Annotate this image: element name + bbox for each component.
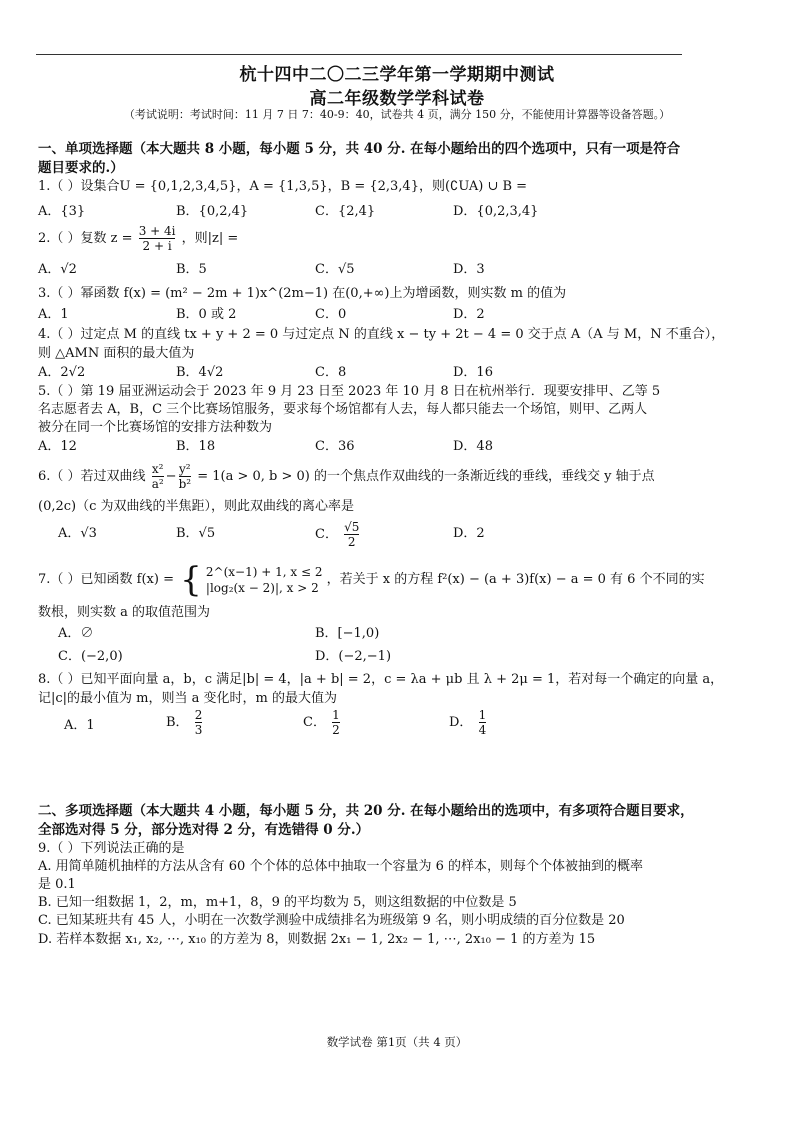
q6-stem: 6.（ ）若过双曲线 $\frac{\text{x²}}{\text{a²}}$ − $\frac{\text{y²}}{\text{b²}}$ = 1(a > 0, b > 0) 的一个焦点作双曲线的一条渐近线的垂线，垂线交 y 轴于点 [38, 462, 655, 491]
q6-frac-x [152, 462, 164, 491]
q8-option-b-frac [195, 708, 203, 737]
section2-heading: 二、多项选择题（本大题共 4 小题，每小题 5 分，共 20 分. 在每小题给出的选项中，有多项符合题目要求， [38, 803, 694, 819]
q7-stem-cont: 数根，则实数 a 的取值范围为 [38, 605, 211, 620]
q8-option-c-den: 2 [332, 723, 340, 737]
section2-heading-cont: 全部选对得 5 分，部分选对得 2 分，有选错得 0 分.） [38, 822, 370, 838]
q5-option-c: C．36 [315, 439, 355, 454]
q4-stem: 4.（ ）过定点 M 的直线 tx + y + 2 = 0 与过定点 N 的直线 x − ty + 2t − 4 = 0 交于点 A（A 与 M，N 不重合）， [38, 327, 725, 342]
q5-option-a: A．12 [38, 439, 77, 454]
q4-stem-cont: 则 △AMN 面积的最大值为 [38, 346, 195, 361]
q6-option-c-label: C． [315, 527, 338, 542]
section1-heading: 一、单项选择题（本大题共 8 小题，每小题 5 分，共 40 分. 在每小题给出的四个选项中，只有一项是符合 [38, 141, 681, 157]
q9-option-b: B. 已知一组数据 1，2，m，m+1，8，9 的平均数为 5，则这组数据的中位数是 5 [38, 895, 517, 910]
q8-stem: 8.（ ）已知平面向量 a，b，c 满足|b| = 4，|a + b| = 2，c = λa + μb 且 λ + 2μ = 1，若对每一个确定的向量 a， [38, 672, 724, 687]
q9-stem: 9.（ ）下列说法正确的是 [38, 841, 185, 856]
q6-frac-x-num: x² [151, 462, 164, 476]
q9-option-d: D. 若样本数据 x₁, x₂, ⋯, x₁₀ 的方差为 8，则数据 2x₁ − 1, 2x₂ − 1, ⋯, 2x₁₀ − 1 的方差为 15 [38, 932, 596, 947]
q2-tail: ，则|z| = [181, 231, 239, 246]
q7-lead: 7.（ ）已知函数 f(x) = [38, 572, 174, 587]
q7-case-1: 2^(x−1) + 1, x ≤ 2 [205, 564, 323, 579]
q5-option-d: D．48 [453, 439, 493, 454]
q8-option-b [166, 708, 204, 737]
q6-option-c-den: 2 [344, 534, 359, 549]
q2-option-d: D．3 [453, 262, 485, 277]
page-footer: 数学试卷 第1页（共 4 页） [326, 1035, 468, 1049]
q1-option-c: C．{2,4} [315, 204, 376, 219]
q3-option-b: B．0 或 2 [176, 307, 237, 322]
exam-title: 杭十四中二〇二三学年第一学期期中测试 [239, 65, 555, 85]
q8-option-c-frac [332, 708, 340, 737]
q7-option-d: D．(−2,−1) [315, 649, 392, 664]
section1-heading-cont: 题目要求的.） [38, 160, 124, 176]
q8-option-d-num: 1 [478, 708, 487, 722]
q2-option-b: B．5 [176, 262, 207, 277]
q4-option-d: D．16 [453, 365, 493, 380]
q7-stem [38, 560, 705, 600]
q8-option-d-den: 4 [478, 723, 487, 737]
q3-option-d: D．2 [453, 307, 485, 322]
q6-lead: 6.（ ）若过双曲线 [38, 469, 146, 484]
q7-option-b: B．[−1,0) [315, 626, 380, 641]
q6-option-c-num: √5 [344, 520, 360, 534]
exam-subtitle: 高二年级数学学科试卷 [309, 89, 485, 109]
q7-brace: { [180, 559, 202, 600]
q2-denominator: 2 + i [139, 238, 176, 253]
q8-option-c-num: 1 [332, 708, 340, 722]
q2-lead: 2.（ ）复数 z = [38, 231, 133, 246]
q6-option-c [315, 520, 361, 549]
q6-frac-y-den: b² [178, 477, 192, 491]
q1-option-d: D．{0,2,3,4} [453, 204, 539, 219]
q8-option-a: A．1 [64, 718, 95, 733]
q9-option-a: A. 用简单随机抽样的方法从含有 60 个个体的总体中抽取一个容量为 6 的样本，则每个个体被抽到的概率 [38, 859, 643, 874]
q2-option-a: A．√2 [38, 262, 77, 277]
q1-stem: 1.（ ）设集合U = {0,1,2,3,4,5}，A = {1,3,5}，B = {2,3,4}，则(∁UA) ∪ B = [38, 179, 528, 194]
q9-option-a-cont: 是 0.1 [38, 877, 76, 892]
header-rule [36, 54, 682, 55]
q6-frac-y-num: y² [179, 462, 191, 476]
q6-option-a: A．√3 [58, 526, 97, 541]
q9-option-c: C. 已知某班共有 45 人，小明在一次数学测验中成绩排名为班级第 9 名，则小明成绩的百分位数是 20 [38, 913, 625, 928]
q8-option-d [449, 708, 488, 737]
q4-option-a: A．2√2 [38, 365, 86, 380]
q5-stem-cont2: 被分在同一个比赛场馆的安排方法种数为 [38, 420, 273, 435]
q7-option-a: A．∅ [58, 626, 94, 641]
q6-tail: = 1(a > 0, b > 0) 的一个焦点作双曲线的一条渐近线的垂线，垂线交 y 轴于点 [197, 469, 655, 484]
q6-option-d: D．2 [453, 526, 485, 541]
q8-option-b-label: B． [166, 715, 189, 730]
q3-stem: 3.（ ）幂函数 f(x) = (m² − 2m + 1)x^(2m−1) 在(0,+∞)上为增函数，则实数 m 的值为 [38, 286, 567, 301]
q4-option-c: C．8 [315, 365, 347, 380]
q1-option-a: A．{3} [38, 204, 86, 219]
q8-option-d-frac [479, 708, 487, 737]
q3-option-c: C．0 [315, 307, 347, 322]
q7-case-2: |log₂(x − 2)|, x > 2 [205, 580, 319, 595]
q4-option-b: B．4√2 [176, 365, 224, 380]
q8-stem-cont: 记|c|的最小值为 m，则当 a 变化时，m 的最大值为 [38, 691, 337, 706]
q6-stem-cont: (0,2c)（c 为双曲线的半焦距），则此双曲线的离心率是 [38, 499, 355, 514]
q7-tail: ，若关于 x 的方程 f²(x) − (a + 3)f(x) − a = 0 有 6 个不同的实 [326, 572, 705, 587]
q5-option-b: B．18 [176, 439, 216, 454]
exam-note: （考试说明：考试时间：11 月 7 日 7：40-9：40，试卷共 4 页，满分 150 分，不能使用计算器等设备答题。） [123, 108, 671, 121]
q6-option-b: B．√5 [176, 526, 216, 541]
q8-option-c-label: C． [303, 715, 326, 730]
q7-option-c: C．(−2,0) [58, 649, 123, 664]
q5-stem-cont1: 名志愿者去 A，B，C 三个比赛场馆服务，要求每个场馆都有人去，每人都只能去一个场馆，则甲、乙两人 [38, 402, 648, 417]
q8-option-c [303, 708, 342, 737]
q5-stem: 5.（ ）第 19 届亚洲运动会于 2023 年 9 月 23 日至 2023 年 10 月 8 日在杭州举行．现要安排甲、乙等 5 [38, 384, 661, 399]
q7-piecewise [180, 559, 323, 600]
q2-numerator: 3 + 4i [138, 224, 176, 238]
q6-frac-y [179, 462, 192, 491]
q8-option-b-num: 2 [194, 708, 203, 722]
q2-option-c: C．√5 [315, 262, 355, 277]
q2-stem [38, 224, 238, 253]
q2-fraction [139, 224, 176, 253]
q3-option-a: A．1 [38, 307, 69, 322]
q6-option-c-frac [344, 520, 359, 549]
q7-cases [206, 564, 323, 596]
q8-option-d-label: D． [449, 715, 473, 730]
q1-option-b: B．{0,2,4} [176, 204, 249, 219]
q6-frac-x-den: a² [151, 477, 164, 491]
q8-option-b-den: 3 [194, 723, 203, 737]
